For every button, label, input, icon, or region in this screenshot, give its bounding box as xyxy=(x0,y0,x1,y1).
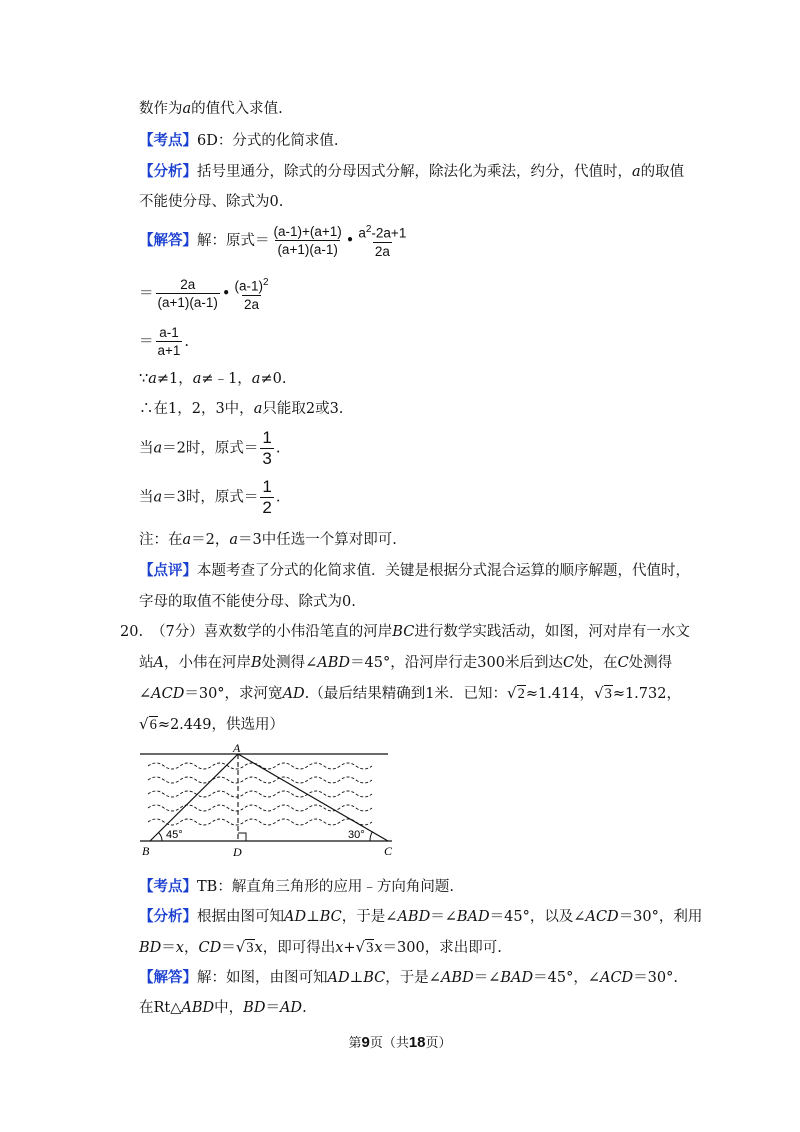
var: ABD xyxy=(181,1000,215,1016)
var: a xyxy=(148,371,157,387)
jieda-line xyxy=(139,968,678,988)
sqrt-2 xyxy=(507,683,526,704)
angle-b-label: 45° xyxy=(166,829,183,841)
text: ＝ xyxy=(139,285,154,302)
text: ，即可得出 xyxy=(262,940,336,956)
page-footer xyxy=(0,1033,800,1054)
radical-icon: √ xyxy=(507,684,517,702)
text: ＝45°，以及∠ xyxy=(489,909,586,925)
var: C xyxy=(562,655,575,671)
text: ⊥ xyxy=(349,970,364,986)
text: ＝3中任选一个算对即可. xyxy=(238,532,397,548)
var: CD xyxy=(198,940,222,956)
var: ABD xyxy=(440,970,474,986)
radicand: 3 xyxy=(366,940,374,956)
text: 数作为 xyxy=(139,101,183,117)
fraction xyxy=(156,277,220,311)
text: . xyxy=(275,440,281,457)
text: 字母的取值不能使分母、除式为0. xyxy=(139,594,356,610)
text-line xyxy=(139,592,356,612)
text: ，小伟在河岸 xyxy=(163,655,251,671)
text-line xyxy=(139,477,280,518)
text: + xyxy=(343,940,356,956)
text: 的值代入求值. xyxy=(191,101,283,117)
denominator: 3 xyxy=(262,449,272,468)
label-d: D xyxy=(233,845,242,859)
text: 中， xyxy=(214,1000,244,1016)
segment-ab xyxy=(150,754,238,841)
numerator: a-1 xyxy=(159,325,179,340)
text-line xyxy=(139,653,672,673)
fenxi-line xyxy=(139,907,702,927)
var: a xyxy=(251,371,261,387)
var: ACD xyxy=(585,909,619,925)
var: a xyxy=(253,401,263,417)
kaodian-tag: 【考点】 xyxy=(139,878,197,895)
sqrt-6 xyxy=(139,714,158,735)
text: ＝30°. xyxy=(633,970,678,986)
footer-text: 页（共 xyxy=(369,1036,409,1051)
text: ≠﹣1， xyxy=(201,371,252,387)
fraction xyxy=(260,477,273,518)
question-number: 20. xyxy=(120,624,144,640)
fraction xyxy=(232,275,270,313)
fenxi-tag: 【分析】 xyxy=(139,163,197,180)
page-number: 9 xyxy=(361,1034,370,1051)
radical-icon: √ xyxy=(594,684,604,702)
numerator: 1 xyxy=(262,428,272,447)
text-line xyxy=(139,192,283,212)
dianping-tag: 【点评】 xyxy=(139,562,197,579)
numerator: 1 xyxy=(262,477,272,496)
text: ≈1.414， xyxy=(525,686,594,702)
sqrt-3 xyxy=(594,683,613,704)
text: 处测得 xyxy=(628,655,673,671)
var: ACD xyxy=(599,970,634,986)
text: 注：在 xyxy=(139,532,183,548)
dianping-line xyxy=(139,561,690,581)
river-diagram xyxy=(138,742,400,860)
text: ≠0. xyxy=(260,371,287,387)
text: 根据由图可知 xyxy=(197,909,284,925)
question-20-line xyxy=(120,622,690,642)
radicand: 2 xyxy=(517,686,525,702)
var: x xyxy=(335,940,344,956)
text: ≠1， xyxy=(156,371,193,387)
text: ＝30°，利用 xyxy=(618,909,703,925)
fraction xyxy=(272,224,344,258)
var: a xyxy=(153,489,163,506)
numerator: 2a xyxy=(180,276,196,292)
var: a xyxy=(229,532,239,548)
text: 不能使分母、除式为0. xyxy=(139,194,284,210)
text: 站 xyxy=(139,655,154,671)
text: . xyxy=(184,334,190,350)
kaodian-line xyxy=(139,131,338,151)
var: C xyxy=(617,655,629,671)
text: ，于是∠ xyxy=(341,909,398,925)
denominator: a+1 xyxy=(157,343,181,358)
numerator xyxy=(232,275,270,295)
var: BC xyxy=(392,624,415,640)
var: BD xyxy=(243,1000,266,1016)
denominator: 2a xyxy=(374,243,390,259)
text-line xyxy=(139,428,280,469)
var: x xyxy=(175,940,184,956)
var: a xyxy=(632,164,641,180)
text: ＝30°，求河宽 xyxy=(184,686,283,702)
text: ，于是∠ xyxy=(385,970,441,986)
jieda-eq1 xyxy=(139,222,410,260)
text: 处，在 xyxy=(574,655,618,671)
text: a xyxy=(358,225,366,241)
radical-icon: √ xyxy=(235,938,246,956)
text: 解：如图，由图可知 xyxy=(197,970,328,986)
jieda-eq2 xyxy=(139,275,273,313)
text: (a-1) xyxy=(234,278,263,294)
text: 当 xyxy=(139,440,154,457)
wave xyxy=(148,791,372,797)
var: BD xyxy=(139,940,162,956)
text: ＝3时，原式＝ xyxy=(162,489,259,506)
text: ∠ xyxy=(139,686,152,702)
kaodian-tag: 【考点】 xyxy=(139,132,197,149)
text-line xyxy=(139,683,681,704)
label-a: A xyxy=(233,742,241,755)
text-line xyxy=(139,369,286,389)
text: 本题考查了分式的化简求值．关键是根据分式混合运算的顺序解题，代值时， xyxy=(197,563,690,579)
text-line xyxy=(139,937,502,958)
var: B xyxy=(250,655,262,671)
text: ＝ xyxy=(221,940,236,956)
text: ＝ xyxy=(139,334,154,350)
var: BC xyxy=(319,909,342,925)
text-line xyxy=(139,99,283,119)
text: ＝∠ xyxy=(473,970,501,986)
dot: • xyxy=(221,285,231,302)
var: a xyxy=(153,440,163,457)
text: （7分）喜欢数学的小伟沿笔直的河岸 xyxy=(151,624,393,640)
radicand: 3 xyxy=(604,686,612,702)
denominator: (a+1)(a-1) xyxy=(157,294,218,310)
var: BAD xyxy=(500,970,534,986)
text: ＝45°，沿河岸行走300米后到达 xyxy=(350,655,563,671)
text: ＝300，求出即可. xyxy=(382,940,502,956)
right-angle-mark xyxy=(238,833,246,841)
denominator: (a+1)(a-1) xyxy=(277,241,338,257)
fraction xyxy=(356,222,408,260)
fraction xyxy=(156,325,183,359)
var: a xyxy=(192,371,202,387)
jieda-tag: 【解答】 xyxy=(139,231,197,249)
text: ＝∠ xyxy=(430,909,457,925)
footer-text: 页） xyxy=(425,1036,452,1051)
radical-icon: √ xyxy=(139,715,149,733)
denominator: 2 xyxy=(262,498,272,517)
fenxi-line xyxy=(139,162,684,182)
text: ＝2时，原式＝ xyxy=(162,440,259,457)
radical-icon: √ xyxy=(355,938,366,956)
text: 当 xyxy=(139,489,154,506)
var: x xyxy=(254,940,263,956)
text: ＝ xyxy=(265,1000,280,1016)
sqrt-3 xyxy=(356,937,375,958)
text: -2a+1 xyxy=(371,225,407,241)
sqrt-3 xyxy=(236,937,255,958)
text: ≈1.732， xyxy=(612,686,681,702)
text: 进行数学实践活动，如图，河对岸有一水文 xyxy=(414,624,690,640)
text: 的取值 xyxy=(640,164,685,180)
wave xyxy=(148,819,372,825)
var: BAD xyxy=(456,909,490,925)
fraction xyxy=(260,428,273,469)
var: ABD xyxy=(317,655,351,671)
text-line xyxy=(139,998,307,1018)
text: ⊥ xyxy=(306,909,320,925)
denominator: 2a xyxy=(243,296,260,312)
var: ABD xyxy=(397,909,431,925)
label-c: C xyxy=(384,844,393,858)
text: ＝ xyxy=(161,940,176,956)
footer-text: 第 xyxy=(348,1036,362,1051)
exponent: 2 xyxy=(262,277,269,288)
numerator xyxy=(356,222,408,242)
kaodian-line xyxy=(139,877,454,897)
var: x xyxy=(374,940,383,956)
text-line xyxy=(139,714,284,735)
text: 解：原式＝ xyxy=(197,232,270,249)
total-pages: 18 xyxy=(408,1034,426,1051)
var: AD xyxy=(282,686,305,702)
text: ， xyxy=(183,940,199,956)
segment-ac xyxy=(238,754,388,841)
var: a xyxy=(182,101,192,117)
text: ＝45°，∠ xyxy=(533,970,600,986)
text: 只能取2或3. xyxy=(262,401,344,417)
var: a xyxy=(182,532,192,548)
var: A xyxy=(153,655,164,671)
text: ≈2.449，供选用） xyxy=(157,717,284,733)
jieda-tag: 【解答】 xyxy=(139,969,197,986)
numerator: (a-1)+(a+1) xyxy=(273,223,342,239)
kaodian-text: 6D：分式的化简求值. xyxy=(197,133,339,149)
var: AD xyxy=(279,1000,303,1016)
text: . xyxy=(275,489,281,506)
text: .（最后结果精确到1米．已知： xyxy=(304,686,508,702)
text: 在Rt△ xyxy=(139,1000,182,1016)
var: AD xyxy=(327,970,350,986)
wave xyxy=(148,777,372,783)
text: ＝2， xyxy=(191,532,230,548)
jieda-eq3 xyxy=(139,324,189,360)
text: 处测得∠ xyxy=(261,655,318,671)
text-line xyxy=(139,399,343,419)
angle-c-label: 30° xyxy=(348,829,365,841)
exponent: 2 xyxy=(365,224,372,235)
wave xyxy=(148,763,372,769)
kaodian-text: TB：解直角三角形的应用﹣方向角问题. xyxy=(197,879,454,895)
angle-b-arc xyxy=(159,833,163,842)
radicand: 3 xyxy=(246,940,254,956)
water-waves xyxy=(148,763,372,825)
fenxi-tag: 【分析】 xyxy=(139,908,197,925)
angle-c-arc xyxy=(370,832,373,842)
dot: • xyxy=(345,232,355,249)
var: ACD xyxy=(151,686,185,702)
label-b: B xyxy=(142,844,150,858)
radicand: 6 xyxy=(149,717,157,733)
text-line xyxy=(139,530,397,550)
text: ∴在1，2，3中， xyxy=(139,401,254,417)
var: BC xyxy=(363,970,386,986)
text: . xyxy=(302,1000,307,1016)
text: ∵ xyxy=(139,371,149,387)
var: AD xyxy=(284,909,307,925)
text: 括号里通分，除式的分母因式分解，除法化为乘法，约分，代值时， xyxy=(197,164,632,180)
